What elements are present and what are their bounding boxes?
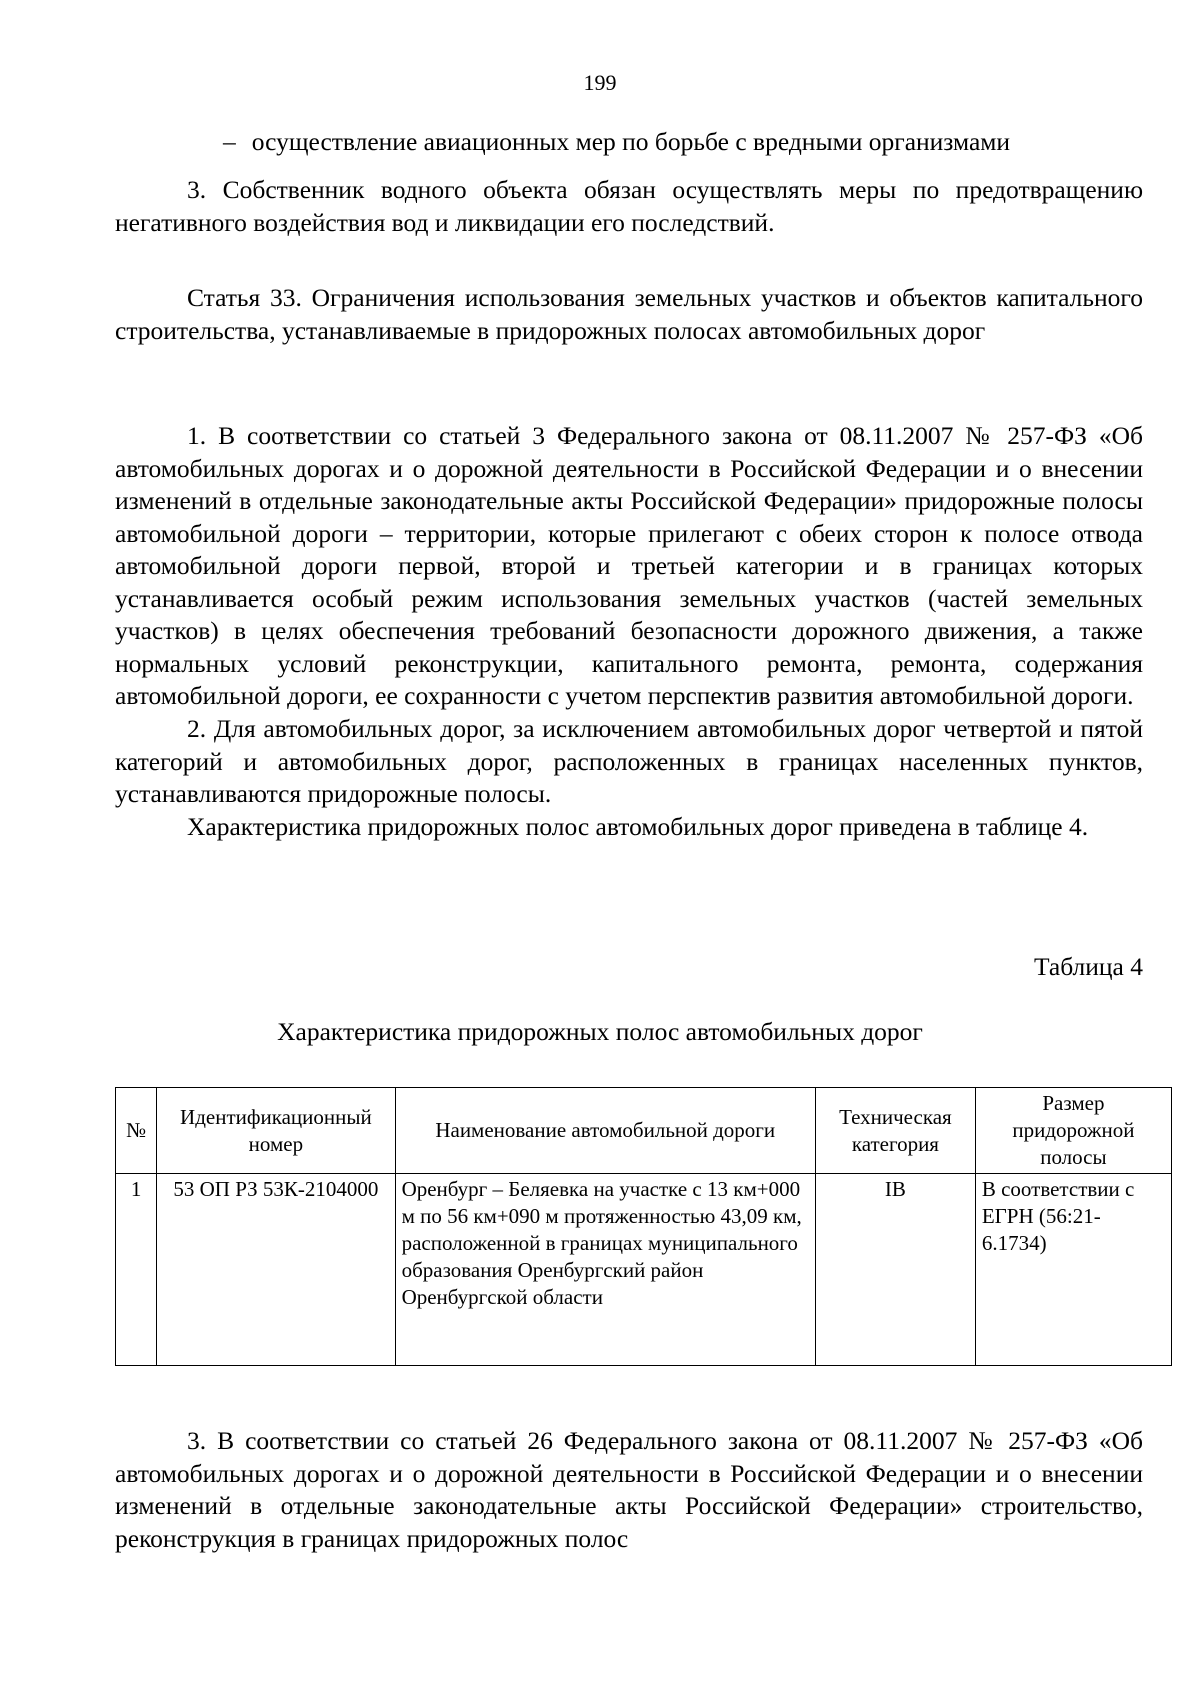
cell-number: 1 <box>116 1174 157 1366</box>
list-item <box>223 126 1010 158</box>
cell-category: IB <box>815 1174 975 1366</box>
table-header-row <box>116 1088 1172 1174</box>
header-category: Техническая категория <box>815 1088 975 1174</box>
paragraph-1: 1. В соответствии со статьей 3 Федерального закона от 08.11.2007 № 257-ФЗ «Об автомобильных дорогах и о дорожной деятельности в Российской Федерации и о внесении изменений в отдельные законодательные акты Российской Федерации» придорожные полосы автомобильной дороги – территории, которые прилегают с обеих сторон к полосе отвода автомобильной дороги первой, второй и третьей категории и в границах которых устанавливается особый режим использования земельных участков (частей земельных участков) в целях обеспечения требований безопасности дорожного движения, а также нормальных условий реконструкции, капитального ремонта, ремонта, содержания автомобильной дороги, ее сохранности с учетом перспектив развития автомобильной дороги. <box>115 421 1143 710</box>
article-heading: Статья 33. Ограничения использования земельных участков и объектов капитального строительства, устанавливаемые в придорожных полосах автомобильных дорог <box>115 283 1143 345</box>
paragraph-2: 2. Для автомобильных дорог, за исключением автомобильных дорог четвертой и пятой категорий и автомобильных дорог, расположенных в границах населенных пунктов, устанавливаются придорожные полосы. <box>115 714 1143 808</box>
cell-name: Оренбург – Беляевка на участке с 13 км+000 м по 56 км+090 м протяженностью 43,09 км, расположенной в границах муниципального образования Оренбургский район Оренбургской области <box>395 1174 815 1366</box>
table-title: Характеристика придорожных полос автомобильных дорог <box>277 1017 923 1046</box>
roadside-strips-table <box>115 1087 1172 1366</box>
table-row <box>116 1174 1172 1366</box>
cell-id: 53 ОП РЗ 53К-2104000 <box>157 1174 395 1366</box>
paragraph-3: 3. В соответствии со статьей 26 Федерального закона от 08.11.2007 № 257-ФЗ «Об автомобильных дорогах и о дорожной деятельности в Российской Федерации и о внесении изменений в отдельные законодательные акты Российской Федерации» строительство, реконструкция в границах придорожных полос <box>115 1426 1143 1553</box>
paragraph-table-reference: Характеристика придорожных полос автомобильных дорог приведена в таблице 4. <box>187 812 1089 841</box>
header-size: Размер придорожной полосы <box>975 1088 1171 1174</box>
cell-size: В соответствии с ЕГРН (56:21-6.1734) <box>975 1174 1171 1366</box>
table-label: Таблица 4 <box>1033 952 1143 981</box>
header-id: Идентификационный номер <box>157 1088 395 1174</box>
header-name: Наименование автомобильной дороги <box>395 1088 815 1174</box>
header-number: № <box>116 1088 157 1174</box>
paragraph-owner-obligation: 3. Собственник водного объекта обязан осуществлять меры по предотвращению негативного воздействия вод и ликвидации его последствий. <box>115 175 1143 237</box>
page-number: 199 <box>583 70 617 95</box>
list-dash: – <box>223 127 236 156</box>
list-item-text: осуществление авиационных мер по борьбе с вредными организмами <box>251 127 1011 156</box>
